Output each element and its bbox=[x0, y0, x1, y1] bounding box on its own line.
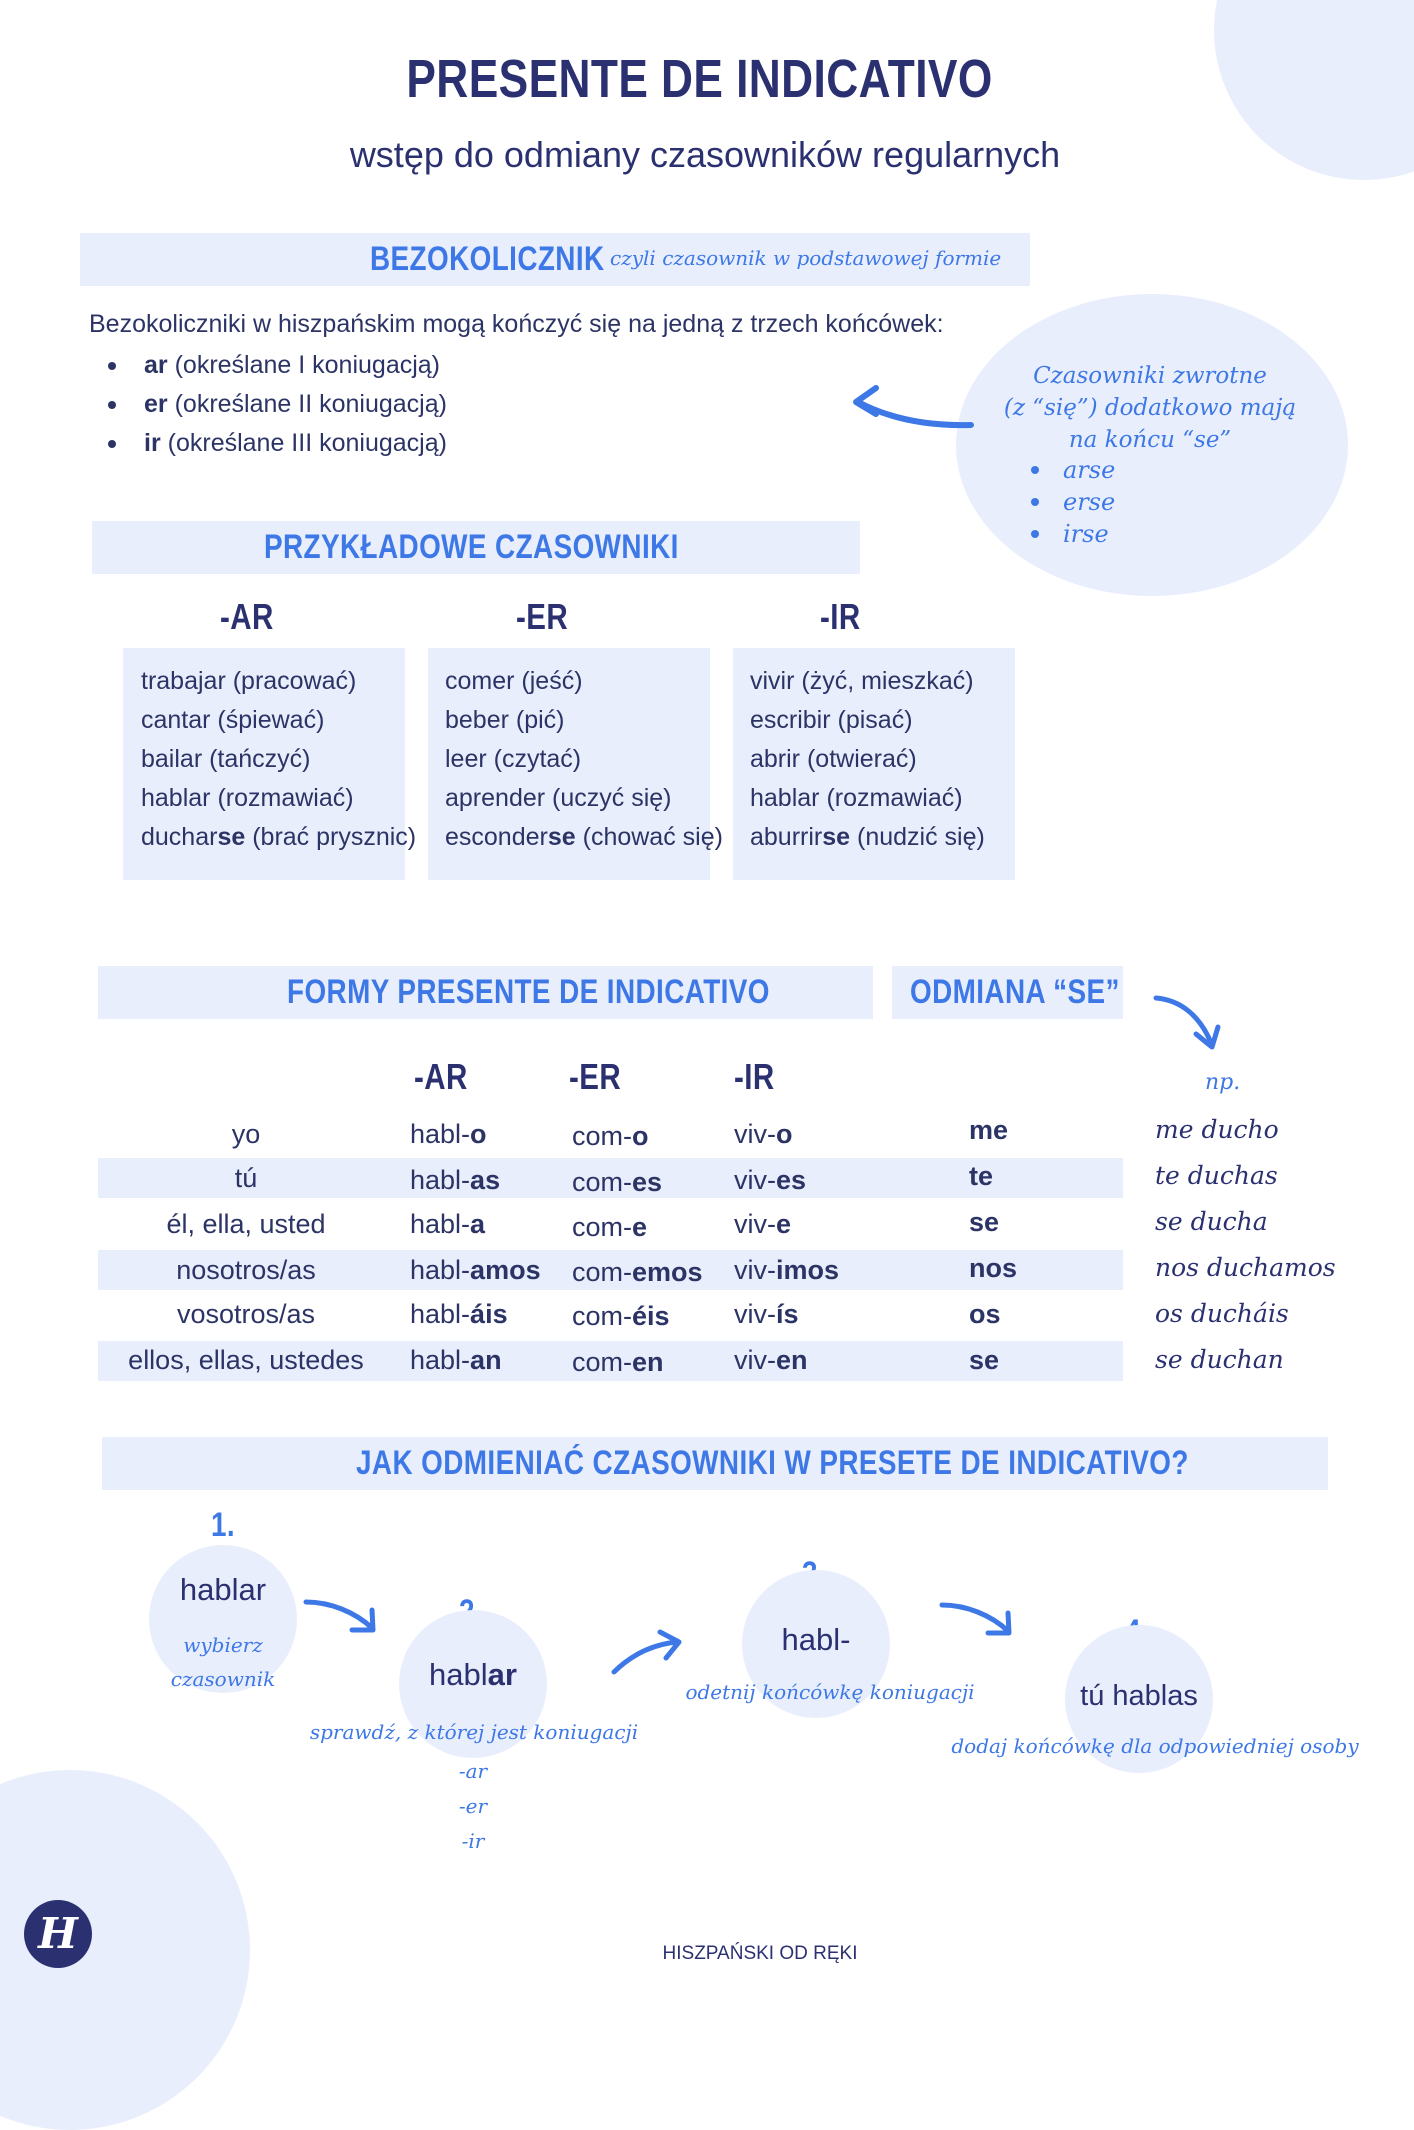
infinitive-endings-list bbox=[100, 346, 447, 463]
se-example: te duchas bbox=[1155, 1161, 1278, 1190]
example-verb: esconderse (chować się) bbox=[445, 823, 723, 851]
howto-heading: JAK ODMIENIAĆ CZASOWNIKI W PRESETE DE INDICATIVO? bbox=[356, 1444, 1189, 1482]
se-pronoun: te bbox=[969, 1161, 994, 1191]
infinitive-heading: BEZOKOLICZNIK bbox=[370, 240, 605, 278]
se-heading: ODMIANA “SE” bbox=[910, 973, 1120, 1011]
examples-column-ar bbox=[123, 648, 417, 880]
er-form: com-en bbox=[572, 1347, 664, 1377]
person-cell: él, ella, usted bbox=[166, 1209, 326, 1239]
infinitive-note: czyli czasownik w podstawowej formie bbox=[610, 246, 1002, 270]
arrow-right-icon bbox=[936, 1595, 1018, 1643]
arrow-right-icon bbox=[300, 1592, 382, 1640]
example-verb: comer (jeść) bbox=[445, 667, 583, 695]
se-pronoun: se bbox=[969, 1345, 1000, 1375]
ir-form: viv-imos bbox=[734, 1255, 840, 1285]
example-verb: hablar (rozmawiać) bbox=[141, 784, 354, 812]
arrow-up-right-icon bbox=[608, 1628, 688, 1680]
person-cell: vosotros/as bbox=[176, 1299, 316, 1329]
ir-form: viv-es bbox=[734, 1165, 807, 1195]
step-word: hablar bbox=[429, 1657, 517, 1692]
person-cell: tú bbox=[234, 1163, 258, 1193]
ir-form: viv-e bbox=[734, 1209, 792, 1239]
examples-label-ir: -IR bbox=[820, 596, 861, 637]
person-cell: nosotros/as bbox=[176, 1255, 316, 1285]
forms-col-label-er: -ER bbox=[569, 1056, 622, 1097]
ar-form: habl-áis bbox=[410, 1299, 508, 1329]
example-verb: beber (pić) bbox=[445, 706, 565, 734]
ir-form: viv-o bbox=[734, 1119, 793, 1149]
forms-heading: FORMY PRESENTE DE INDICATIVO bbox=[287, 973, 770, 1011]
se-pronoun: se bbox=[969, 1207, 1000, 1237]
conjugation-endings bbox=[440, 1754, 506, 1859]
se-example: se duchan bbox=[1155, 1345, 1284, 1374]
reflexive-item: erse bbox=[1027, 486, 1115, 518]
reflexive-note-text: Czasowniki zwrotne (z “się”) dodatkowo mają na końcu “se” bbox=[1003, 363, 1297, 453]
ar-form: habl-o bbox=[410, 1119, 487, 1149]
er-form: com-e bbox=[572, 1212, 648, 1242]
footer-brand: HISZPAŃSKI OD RĘKI bbox=[662, 1943, 858, 1964]
se-pronoun: nos bbox=[969, 1253, 1018, 1283]
examples-label-ar: -AR bbox=[220, 596, 274, 637]
example-verb: ducharse (brać prysznic) bbox=[141, 823, 417, 851]
ending-item-ar: ar (określane I koniugacją) bbox=[100, 346, 447, 385]
page-subtitle: wstęp do odmiany czasowników regularnych bbox=[349, 134, 1061, 175]
reflexive-list bbox=[1027, 454, 1115, 550]
reflexive-item: irse bbox=[1027, 518, 1115, 550]
person-cell: ellos, ellas, ustedes bbox=[128, 1345, 364, 1375]
arrow-left-icon bbox=[846, 380, 976, 430]
example-verb: vivir (żyć, mieszkać) bbox=[750, 667, 974, 695]
conjugation-ending: -ar bbox=[458, 1759, 488, 1783]
se-pronoun: me bbox=[969, 1115, 1009, 1145]
step-word: habl- bbox=[781, 1622, 851, 1657]
ar-form: habl-amos bbox=[410, 1255, 541, 1285]
conjugation-ending: -ir bbox=[461, 1829, 485, 1853]
examples-column-er bbox=[428, 648, 723, 880]
er-form: com-emos bbox=[572, 1257, 703, 1287]
se-pronoun: os bbox=[969, 1299, 1001, 1329]
example-verb: trabajar (pracować) bbox=[141, 667, 357, 695]
reflexive-item: arse bbox=[1027, 454, 1115, 486]
step-word: hablar bbox=[179, 1572, 267, 1607]
person-cell: yo bbox=[231, 1119, 261, 1149]
step-caption: dodaj końcówkę dla odpowiedniej osoby bbox=[951, 1734, 1359, 1758]
example-verb: abrir (otwierać) bbox=[750, 745, 917, 773]
example-verb: bailar (tańczyć) bbox=[141, 745, 311, 773]
er-form: com-o bbox=[572, 1121, 649, 1151]
se-example: se ducha bbox=[1155, 1207, 1268, 1236]
se-example: os ducháis bbox=[1155, 1299, 1289, 1328]
se-example: me ducho bbox=[1155, 1115, 1279, 1144]
forms-col-label-ir: -IR bbox=[734, 1056, 775, 1097]
er-form: com-es bbox=[572, 1167, 663, 1197]
example-verb: cantar (śpiewać) bbox=[141, 706, 325, 734]
page-title: PRESENTE DE INDICATIVO bbox=[406, 49, 994, 109]
er-form: com-éis bbox=[572, 1301, 670, 1331]
step-caption: wybierz bbox=[183, 1633, 263, 1657]
se-example: nos duchamos bbox=[1155, 1253, 1336, 1282]
step-caption: sprawdź, z której jest koniugacji bbox=[309, 1720, 639, 1744]
ir-form: viv-en bbox=[734, 1345, 808, 1375]
ending-item-er: er (określane II koniugacją) bbox=[100, 385, 447, 424]
np-label: np. bbox=[1205, 1070, 1241, 1095]
example-verb: aburrirse (nudzić się) bbox=[750, 823, 985, 851]
examples-heading: PRZYKŁADOWE CZASOWNIKI bbox=[264, 528, 679, 566]
step-word: tú hablas bbox=[1080, 1680, 1198, 1712]
example-verb: leer (czytać) bbox=[445, 745, 582, 773]
examples-label-er: -ER bbox=[516, 596, 569, 637]
brand-logo-letter: H bbox=[38, 1909, 78, 1958]
step-number: 1. bbox=[211, 1506, 236, 1544]
arrow-down-right-icon bbox=[1150, 990, 1225, 1055]
example-verb: escribir (pisać) bbox=[750, 706, 913, 734]
step-caption: czasownik bbox=[170, 1667, 276, 1691]
ir-form: viv-ís bbox=[734, 1299, 799, 1329]
ar-form: habl-a bbox=[410, 1209, 486, 1239]
examples-column-ir bbox=[733, 648, 1015, 880]
example-verb: aprender (uczyć się) bbox=[445, 784, 672, 812]
ar-form: habl-as bbox=[410, 1165, 501, 1195]
ar-form: habl-an bbox=[410, 1345, 502, 1375]
example-verb: hablar (rozmawiać) bbox=[750, 784, 963, 812]
forms-col-label-ar: -AR bbox=[414, 1056, 468, 1097]
ending-item-ir: ir (określane III koniugacją) bbox=[100, 424, 447, 463]
conjugation-ending: -er bbox=[458, 1794, 488, 1818]
step-caption: odetnij końcówkę koniugacji bbox=[685, 1680, 975, 1704]
infinitive-intro: Bezokoliczniki w hiszpańskim mogą kończyć się na jedną z trzech końcówek: bbox=[89, 310, 944, 338]
